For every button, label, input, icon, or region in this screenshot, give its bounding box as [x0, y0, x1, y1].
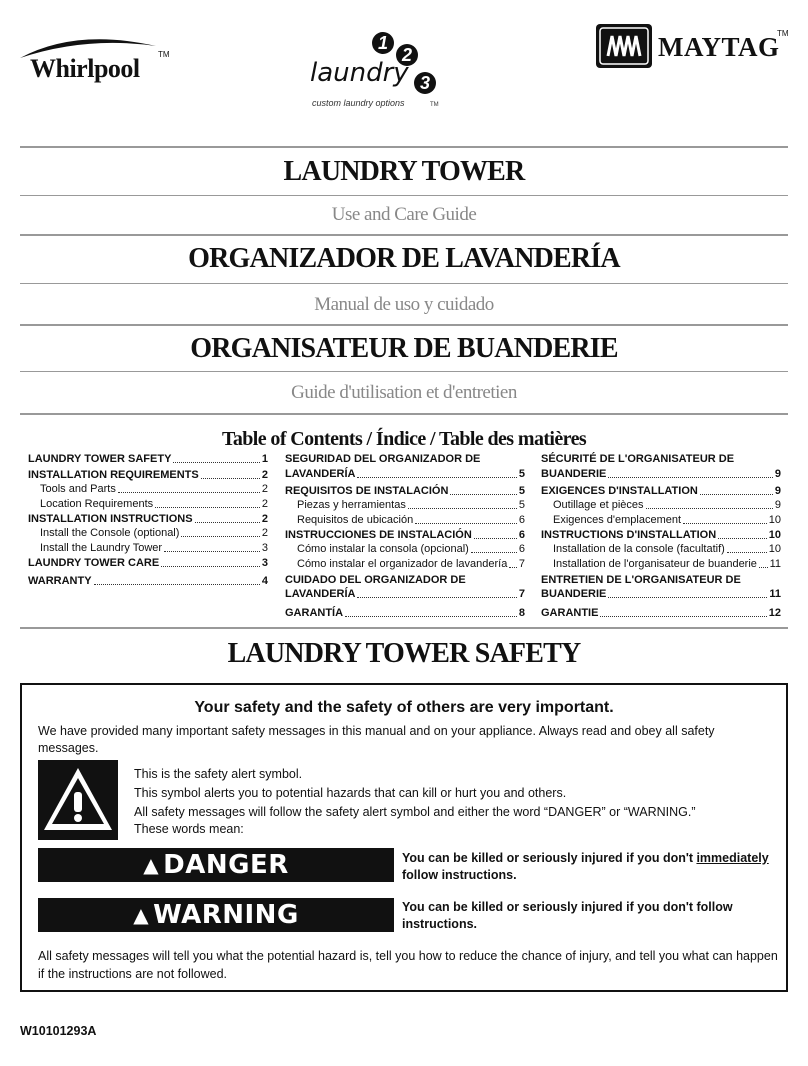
toc-entry[interactable]: SÉCURITÉ DE L'ORGANISATEUR DE: [541, 453, 735, 465]
toc-entry[interactable]: WARRANTY 4: [28, 575, 268, 587]
toc-entry[interactable]: BUANDERIE 11: [541, 588, 781, 600]
toc-entry[interactable]: GARANTIE 12: [541, 607, 781, 619]
alert-explanation: [134, 765, 774, 839]
whirlpool-logo: [16, 32, 170, 92]
safety-intro: We have provided many important safety messages in this manual and on your appliance. Always read and obey all safety messages.: [38, 724, 715, 755]
safety-message-box: [20, 683, 788, 992]
toc-entry[interactable]: INSTRUCTIONS D'INSTALLATION 10: [541, 529, 781, 541]
alert-line: All safety messages will follow the safety alert symbol and either the word “DANGER” or “WARNING.”: [134, 805, 696, 819]
maytag-logo: [596, 24, 796, 70]
number-one-badge: 1: [372, 32, 394, 54]
safety-alert-icon: [38, 760, 118, 840]
divider: [20, 234, 788, 236]
maytag-wordmark: MAYTAG: [658, 32, 780, 62]
toc-entry[interactable]: LAVANDERÍA 7: [285, 588, 525, 600]
english-title: LAUNDRY TOWER: [283, 156, 525, 187]
toc-entry[interactable]: CUIDADO DEL ORGANIZADOR DE: [285, 574, 466, 586]
english-subtitle: Use and Care Guide: [331, 204, 477, 225]
toc-entry[interactable]: Installation de la console (facultatif) 10: [553, 543, 781, 555]
toc-entry[interactable]: ENTRETIEN DE L'ORGANISATEUR DE: [541, 574, 741, 586]
toc-entry[interactable]: Outillage et pièces 9: [553, 499, 781, 511]
spanish-title: ORGANIZADOR DE LAVANDERÍA: [188, 243, 620, 274]
maytag-emblem-icon: [596, 24, 652, 68]
divider: [20, 324, 788, 326]
toc-english-column: [28, 452, 268, 588]
whirlpool-tm: TM: [158, 50, 170, 59]
divider: [20, 146, 788, 148]
safety-outro: All safety messages will tell you what the potential hazard is, tell you how to reduce the chance of injury, and tell you what can happen if the instructions are not followed.: [38, 949, 778, 981]
danger-signal-word: ▲ DANGER: [38, 848, 394, 882]
toc-entry[interactable]: LAUNDRY TOWER CARE 3: [28, 557, 268, 569]
toc-entry[interactable]: SEGURIDAD DEL ORGANIZADOR DE: [285, 453, 481, 465]
divider: [20, 413, 788, 415]
toc-entry[interactable]: EXIGENCES D'INSTALLATION 9: [541, 485, 781, 497]
part-number: W10101293A: [20, 1024, 97, 1038]
whirlpool-wordmark: Whirlpool: [30, 54, 140, 83]
danger-description: You can be killed or seriously injured if you don't immediately follow instructions.: [402, 851, 769, 882]
toc-entry[interactable]: Requisitos de ubicación 6: [297, 514, 525, 526]
laundry-123-logo: [304, 22, 454, 112]
toc-entry[interactable]: GARANTÍA 8: [285, 607, 525, 619]
toc-entry[interactable]: Installation de l'organisateur de buanderie 11: [553, 558, 781, 570]
toc-entry[interactable]: Install the Laundry Tower 3: [40, 542, 268, 554]
divider: [20, 371, 788, 372]
alert-line: This is the safety alert symbol.: [134, 767, 303, 781]
toc-entry[interactable]: LAVANDERÍA 5: [285, 468, 525, 480]
french-subtitle: Guide d'utilisation et d'entretien: [291, 382, 517, 403]
toc-entry[interactable]: INSTRUCCIONES DE INSTALACIÓN 6: [285, 529, 525, 541]
toc-entry[interactable]: Cómo instalar la consola (opcional) 6: [297, 543, 525, 555]
divider: [20, 627, 788, 629]
alert-line: These words mean:: [134, 822, 244, 836]
toc-entry[interactable]: REQUISITOS DE INSTALACIÓN 5: [285, 485, 525, 497]
warning-triangle-icon: ▲: [143, 853, 160, 877]
number-three-badge: 3: [414, 72, 436, 94]
toc-entry[interactable]: Cómo instalar el organizador de lavandería 7: [297, 558, 525, 570]
toc-entry[interactable]: INSTALLATION INSTRUCTIONS 2: [28, 513, 268, 525]
toc-entry[interactable]: Exigences d'emplacement 10: [553, 514, 781, 526]
safety-section-title: LAUNDRY TOWER SAFETY: [227, 638, 581, 669]
toc-entry[interactable]: Piezas y herramientas 5: [297, 499, 525, 511]
toc-entry[interactable]: Tools and Parts 2: [40, 483, 268, 495]
french-title: ORGANISATEUR DE BUANDERIE: [190, 333, 618, 364]
laundry-wordmark: laundry: [310, 58, 409, 88]
toc-entry[interactable]: LAUNDRY TOWER SAFETY 1: [28, 453, 268, 465]
toc-entry[interactable]: Install the Console (optional) 2: [40, 527, 268, 539]
toc-french-column: [541, 452, 781, 620]
divider: [20, 195, 788, 196]
toc-entry[interactable]: BUANDERIE 9: [541, 468, 781, 480]
divider: [20, 283, 788, 284]
toc-spanish-column: [285, 452, 525, 620]
number-two-badge: 2: [396, 44, 418, 66]
alert-line: This symbol alerts you to potential hazards that can kill or hurt you and others.: [134, 786, 567, 800]
toc-title: Table of Contents / Índice / Table des matières: [221, 428, 587, 450]
warning-description: You can be killed or seriously injured if you don't follow instructions.: [402, 900, 733, 931]
warning-signal-word: ▲ WARNING: [38, 898, 394, 932]
laundry-tagline: custom laundry options: [312, 98, 405, 108]
spanish-subtitle: Manual de uso y cuidado: [314, 294, 494, 315]
warning-triangle-icon: ▲: [133, 903, 150, 927]
toc-entry[interactable]: Location Requirements 2: [40, 498, 268, 510]
brand-logo-row: [0, 18, 808, 118]
maytag-tm: TM: [777, 29, 789, 38]
safety-headline: Your safety and the safety of others are very important.: [194, 699, 614, 716]
laundry-tm: TM: [430, 102, 439, 108]
toc-entry[interactable]: INSTALLATION REQUIREMENTS 2: [28, 469, 268, 481]
